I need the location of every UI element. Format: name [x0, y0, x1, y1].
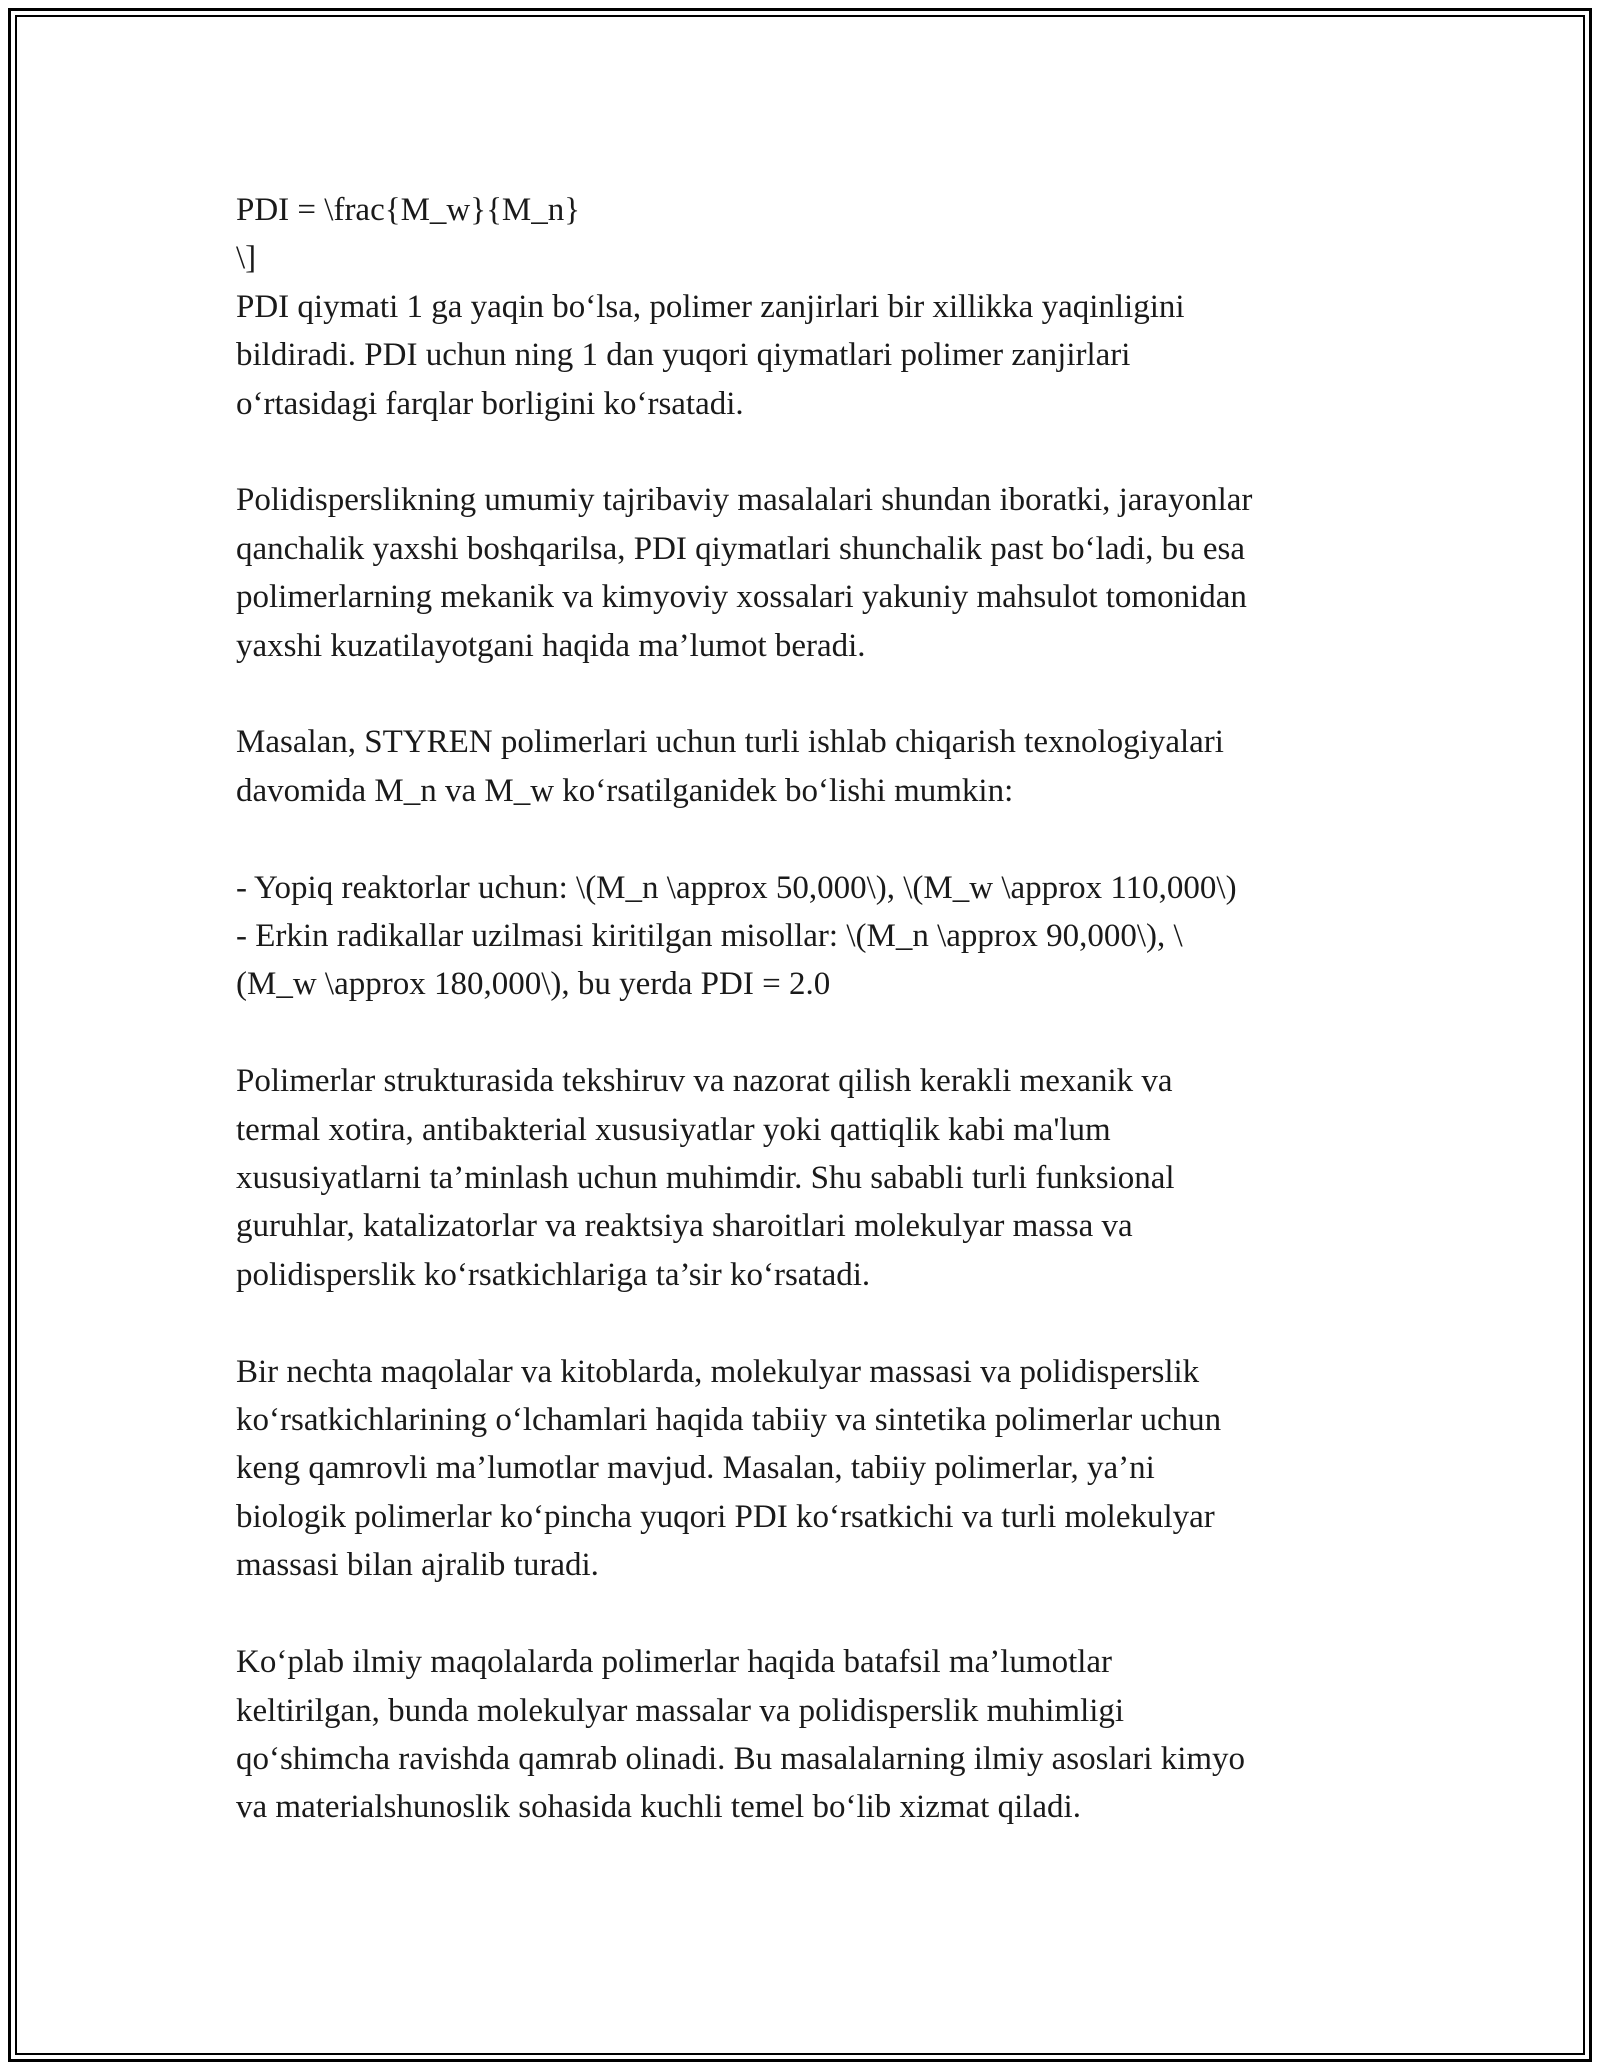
text-line: qanchalik yaxshi boshqarilsa, PDI qiymatlari shunchalik past bo‘ladi, bu esa	[236, 530, 1246, 567]
text-line: xususiyatlarni ta’minlash uchun muhimdir. Shu sababli turli funksional	[236, 1160, 1175, 1197]
formula-line: \]	[236, 240, 257, 277]
text-line: massasi bilan ajralib turadi.	[236, 1547, 599, 1584]
list-item: - Erkin radikallar uzilmasi kiritilgan misollar: \(M_n \approx 90,000\), \	[236, 918, 1183, 955]
text-line: biologik polimerlar ko‘pincha yuqori PDI ko‘rsatkichi va turli molekulyar	[236, 1498, 1215, 1535]
list-item: (M_w \approx 180,000\), bu yerda PDI = 2.0	[236, 966, 831, 1003]
text-line: guruhlar, katalizatorlar va reaktsiya sharoitlari molekulyar massa va	[236, 1208, 1133, 1245]
paragraph-scientific-articles	[236, 1638, 1396, 1832]
list-item: - Yopiq reaktorlar uchun: \(M_n \approx 50,000\), \(M_w \approx 110,000\)	[236, 869, 1237, 906]
text-line: qo‘shimcha ravishda qamrab olinadi. Bu masalalarning ilmiy asoslari kimyo	[236, 1740, 1246, 1777]
formula-block	[236, 186, 1396, 283]
text-line: keltirilgan, bunda molekulyar massalar va polidisperslik muhimligi	[236, 1692, 1125, 1729]
paragraph-pdi-meaning	[236, 283, 1396, 428]
text-line: keng qamrovli ma’lumotlar mavjud. Masalan, tabiiy polimerlar, ya’ni	[236, 1450, 1155, 1487]
text-line: polidisperslik ko‘rsatkichlariga ta’sir ko‘rsatadi.	[236, 1256, 871, 1293]
text-line: Bir nechta maqolalar va kitoblarda, molekulyar massasi va polidisperslik	[236, 1353, 1200, 1390]
text-line: Polidisperslikning umumiy tajribaviy masalalari shundan iboratki, jarayonlar	[236, 482, 1253, 519]
text-line: davomida M_n va M_w ko‘rsatilganidek bo‘lishi mumkin:	[236, 772, 1014, 809]
text-line: PDI qiymati 1 ga yaqin bo‘lsa, polimer zanjirlari bir xillikka yaqinligini	[236, 288, 1185, 325]
text-line: ko‘rsatkichlarining o‘lchamlari haqida tabiiy va sintetika polimerlar uchun	[236, 1402, 1222, 1439]
paragraph-structure-control	[236, 1057, 1396, 1299]
text-line: termal xotira, antibakterial xususiyatlar yoki qattiqlik kabi ma'lum	[236, 1111, 1111, 1148]
text-line: va materialshunoslik sohasida kuchli temel bo‘lib xizmat qiladi.	[236, 1789, 1081, 1826]
paragraph-styrene-example	[236, 718, 1396, 815]
paragraph-literature	[236, 1348, 1396, 1590]
text-line: o‘rtasidagi farqlar borligini ko‘rsatadi.	[236, 385, 744, 422]
formula-line: PDI = \frac{M_w}{M_n}	[236, 192, 581, 228]
text-line: bildiradi. PDI uchun ning 1 dan yuqori qiymatlari polimer zanjirlari	[236, 337, 1131, 374]
list-reactor-values	[236, 864, 1396, 1009]
text-line: polimerlarning mekanik va kimyoviy xossalari yakuniy mahsulot tomonidan	[236, 579, 1247, 616]
text-line: Polimerlar strukturasida tekshiruv va nazorat qilish kerakli mexanik va	[236, 1063, 1173, 1100]
text-line: Masalan, STYREN polimerlari uchun turli ishlab chiqarish texnologiyalari	[236, 724, 1224, 761]
document-body	[236, 186, 1396, 1832]
paragraph-polydispersity	[236, 476, 1396, 670]
text-line: Ko‘plab ilmiy maqolalarda polimerlar haqida batafsil ma’lumotlar	[236, 1644, 1113, 1681]
text-line: yaxshi kuzatilayotgani haqida ma’lumot beradi.	[236, 627, 866, 664]
